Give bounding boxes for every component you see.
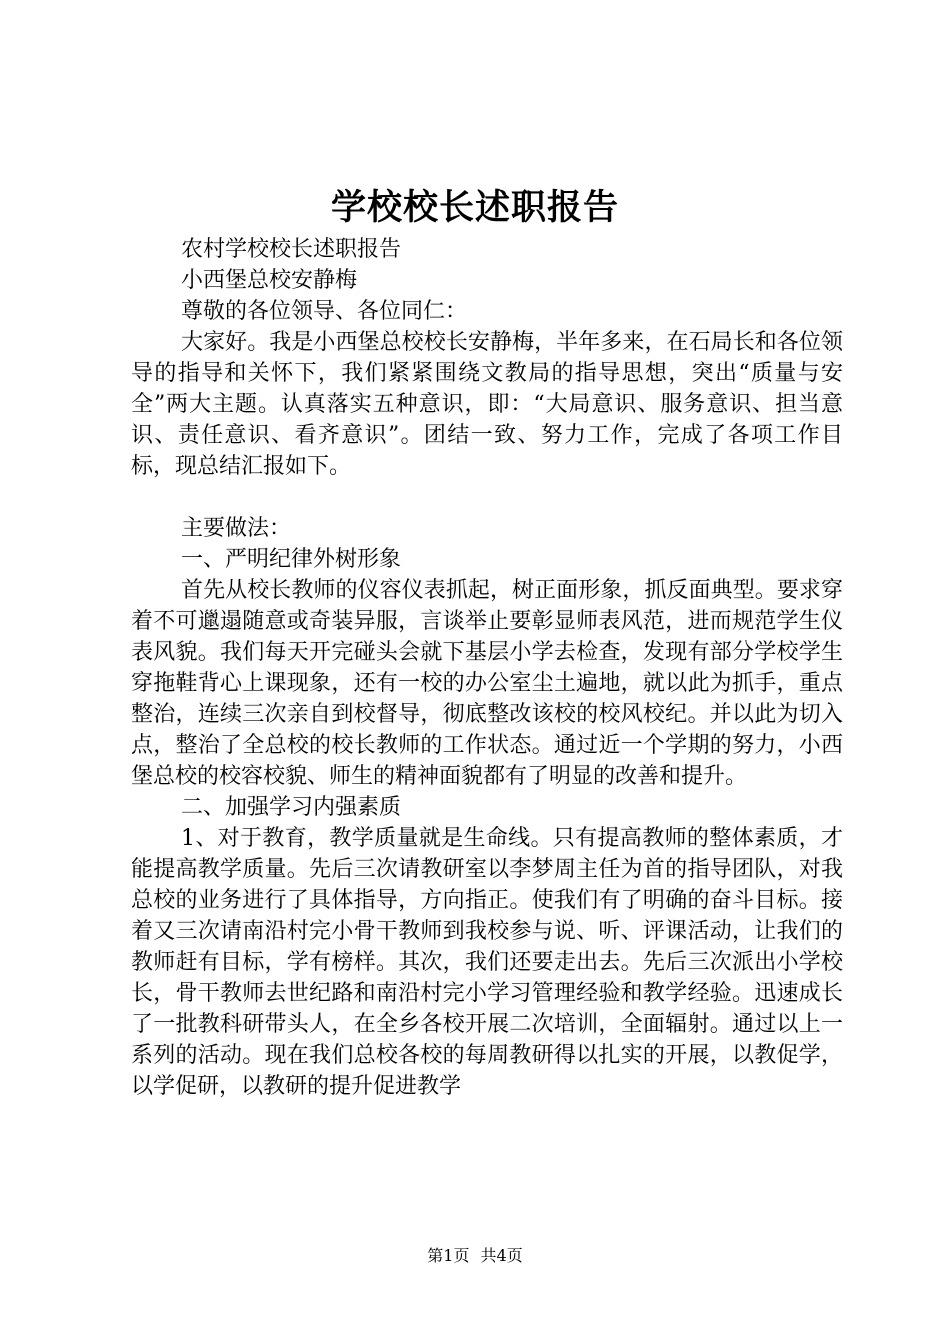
page-total: 共4页 bbox=[480, 1246, 523, 1265]
section-2-paragraph: 1、对于教育，教学质量就是生命线。只有提高教师的整体素质，才能提高教学质量。先后三次请教研室以李梦周主任为首的指导团队，对我总校的业务进行了具体指导，方向指正。使我们有了明确的奋斗目标。接着又三次请南沿村完小骨干教师到我校参与说、听、评课活动，让我们的教师赶有目标，学有榜样。其次，我们还要走出去。先后三次派出小学校长，骨干教师去世纪路和南沿村完小学习管理经验和教学经验。迅速成长了一批教科研带头人，在全乡各校开展二次培训，全面辐射。通过以上一系列的活动。现在我们总校各校的每周教研得以扎实的开展，以教促学，以学促研，以教研的提升促进教学 bbox=[131, 826, 843, 1099]
salutation-line: 尊敬的各位领导、各位同仁： bbox=[181, 299, 468, 324]
paragraph-spacer bbox=[131, 482, 843, 513]
section-heading-2: 二、加强学习内强素质 bbox=[181, 795, 402, 820]
page-footer bbox=[0, 1246, 950, 1266]
document-title: 学校校长述职报告 bbox=[330, 187, 619, 228]
subtitle-line: 农村学校校长述职报告 bbox=[181, 237, 402, 262]
section-1-paragraph: 首先从校长教师的仪容仪表抓起，树正面形象，抓反面典型。要求穿着不可邋遢随意或奇装异服，言谈举止要彰显师表风范，进而规范学生仪表风貌。我们每天开完碰头会就下基层小学去检查，发现有部分学校学生穿拖鞋背心上课现象，还有一校的办公室尘土遍地，就以此为抓手，重点整治，连续三次亲自到校督导，彻底整改该校的校风校纪。并以此为切入点，整治了全总校的校长教师的工作状态。通过近一个学期的努力，小西堡总校的校容校貌、师生的精神面貌都有了明显的改善和提升。 bbox=[131, 578, 843, 789]
section-heading-1: 一、严明纪律外树形象 bbox=[181, 547, 402, 572]
section-heading-main: 主要做法： bbox=[181, 516, 292, 541]
intro-paragraph: 大家好。我是小西堡总校校长安静梅，半年多来，在石局长和各位领导的指导和关怀下，我们紧紧围绕文教局的指导思想，突出“质量与安全”两大主题。认真落实五种意识，即：“大局意识、服务意识、担当意识、责任意识、看齐意识”。团结一致、努力工作，完成了各项工作目标，现总结汇报如下。 bbox=[131, 330, 843, 479]
author-line: 小西堡总校安静梅 bbox=[181, 268, 358, 293]
document-body bbox=[131, 234, 843, 1102]
page-number: 第1页 bbox=[427, 1246, 470, 1265]
